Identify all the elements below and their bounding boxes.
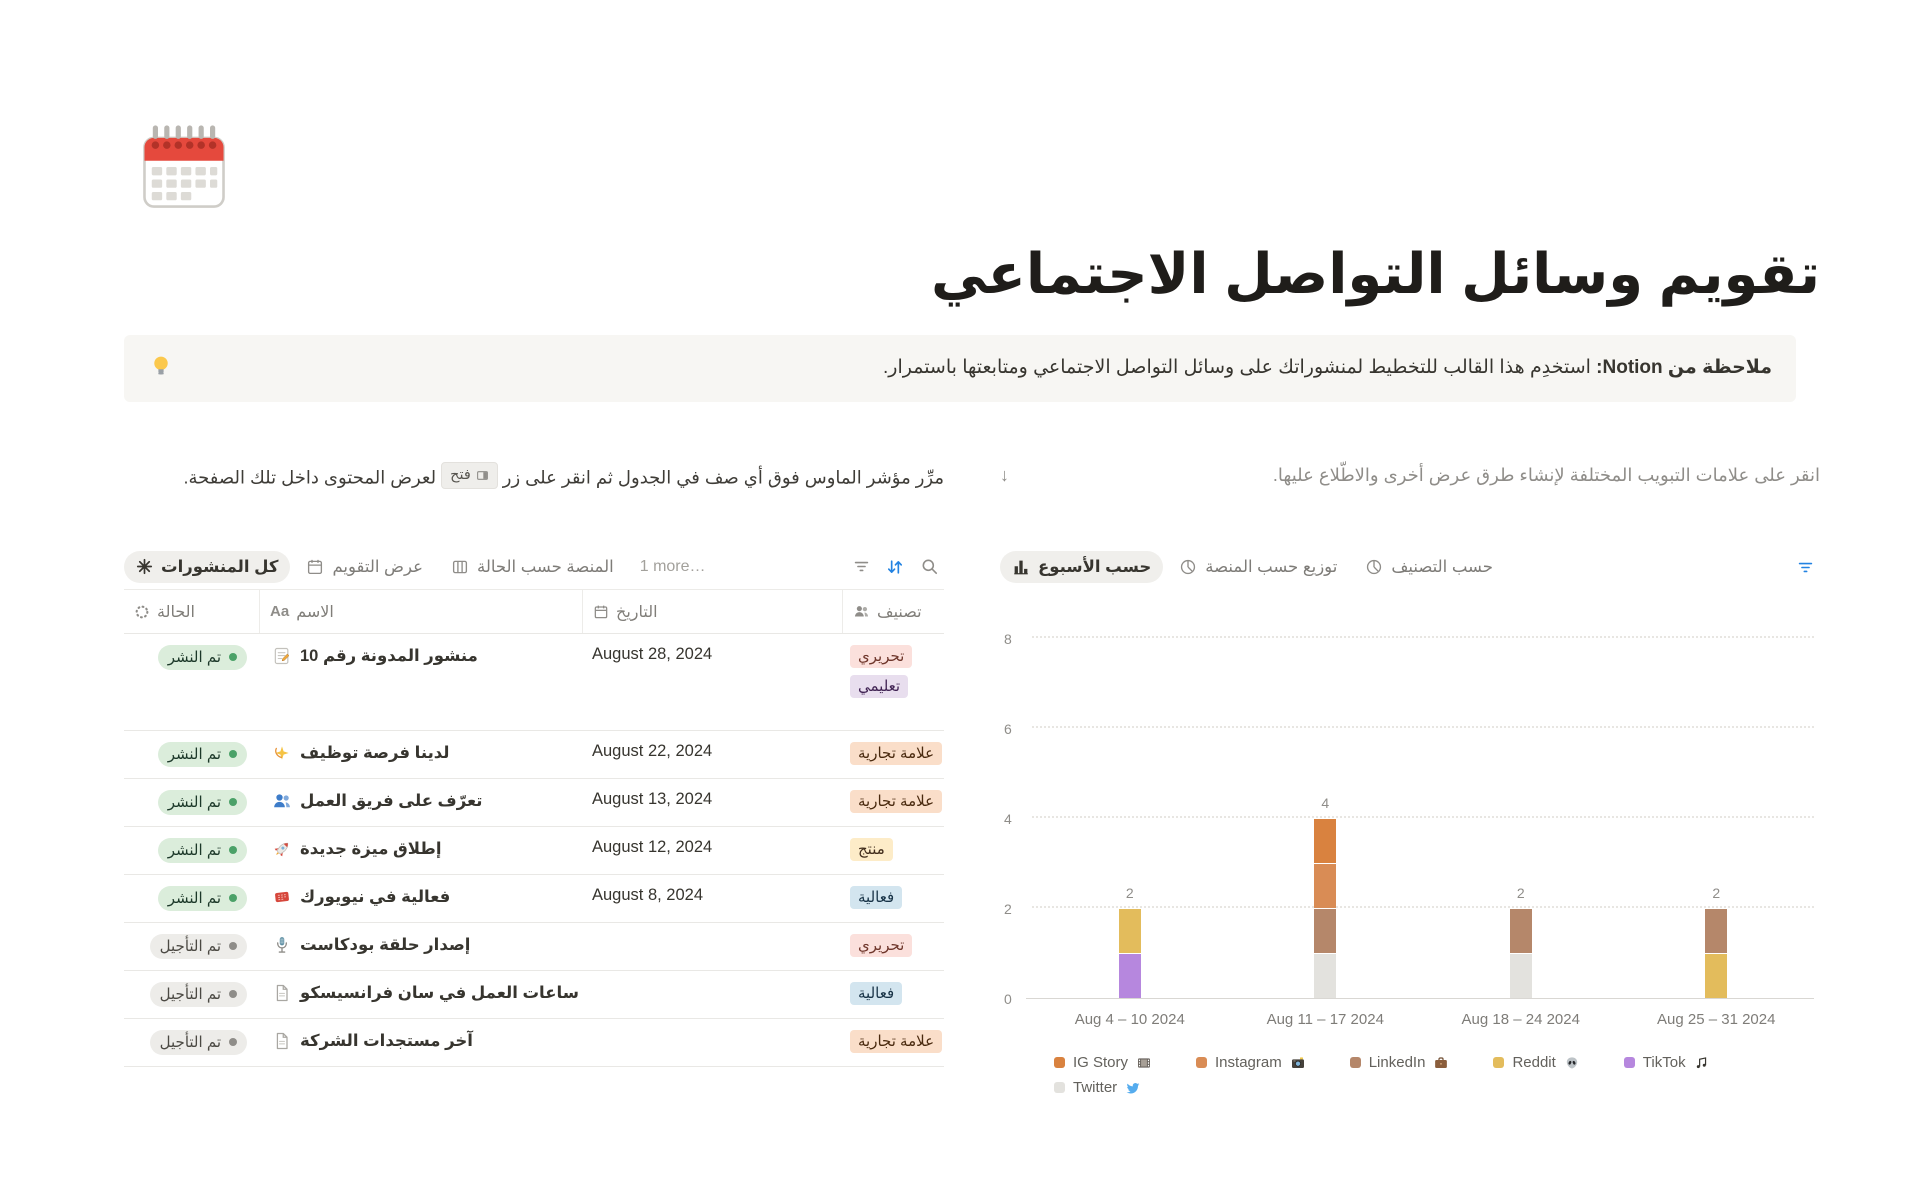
page-name: ساعات العمل في سان فرانسيسكو (300, 984, 579, 1002)
y-axis-tick: 0 (1004, 991, 1012, 1007)
lightbulb-icon (148, 353, 174, 384)
table-row[interactable] (124, 1019, 944, 1067)
calendar-icon (593, 604, 609, 620)
open-button-label: فتح (450, 467, 471, 483)
status-dot (229, 1038, 237, 1046)
open-button[interactable] (441, 462, 498, 489)
y-axis-tick: 6 (1004, 721, 1012, 737)
page-name: لدينا فرصة توظيف (300, 744, 450, 762)
asterisk-icon (136, 558, 153, 575)
status-badge[interactable]: تم التأجيل (150, 1030, 247, 1055)
bar-segment-IG Story (1314, 818, 1336, 863)
search-icon[interactable] (914, 552, 944, 582)
status-badge[interactable]: تم التأجيل (150, 934, 247, 959)
music-notes-icon (1694, 1055, 1709, 1070)
page-name-cell[interactable] (259, 971, 582, 1018)
table-hint (124, 462, 944, 528)
filter-icon[interactable] (846, 552, 876, 582)
chart-legend (1054, 1054, 1764, 1096)
status-dot (229, 653, 237, 661)
spiral-calendar-page-icon[interactable] (132, 115, 236, 219)
tag[interactable]: علامة تجارية (850, 742, 942, 765)
column-label: الاسم (296, 603, 334, 621)
notion-note-callout (124, 335, 1796, 402)
callout-bold: ملاحظة من Notion: (1596, 357, 1772, 379)
status-spinner-icon (134, 604, 150, 620)
aa-icon: Aa (270, 603, 290, 620)
status-dot (229, 894, 237, 902)
tags-cell[interactable] (842, 827, 944, 874)
page-name-cell[interactable] (259, 731, 582, 778)
callout-body: استخدِم هذا القالب للتخطيط لمنشوراتك على وسائل التواصل الاجتماعي ومتابعتها باستمرار. (883, 357, 1591, 379)
date-cell[interactable]: August 8, 2024 (592, 886, 704, 904)
bar-segment-LinkedIn (1510, 908, 1532, 953)
status-dot (229, 942, 237, 950)
legend-item-reddit[interactable] (1493, 1054, 1579, 1071)
tag[interactable]: تحريري (850, 645, 912, 668)
pie-chart-icon (1179, 558, 1197, 576)
tab-label: حسب التصنيف (1391, 558, 1493, 576)
status-badge[interactable]: تم النشر (158, 838, 247, 863)
gridline (1032, 726, 1814, 728)
chart-column (1000, 462, 1820, 1096)
table-row[interactable] (124, 923, 944, 971)
x-axis-label: Aug 18 – 24 2024 (1461, 1011, 1580, 1028)
tag[interactable]: تعليمي (850, 675, 908, 698)
filter-icon[interactable] (1790, 552, 1820, 582)
page-name-cell[interactable] (259, 634, 582, 730)
legend-item-ig-story[interactable] (1054, 1054, 1152, 1071)
stacked-bar (1314, 818, 1336, 998)
legend-label: Instagram (1215, 1054, 1282, 1071)
column-header-name[interactable] (259, 590, 582, 633)
pie-chart-icon (1365, 558, 1383, 576)
bar-chart-icon (1012, 558, 1030, 576)
gridline (1032, 816, 1814, 818)
bar-segment-Reddit (1705, 953, 1727, 998)
page-icon (272, 1031, 292, 1051)
stacked-bar (1119, 908, 1141, 998)
dizzy-icon (272, 743, 292, 763)
date-cell[interactable] (582, 1019, 842, 1066)
tags-cell[interactable] (842, 731, 944, 778)
table-row[interactable] (124, 827, 944, 875)
column-label: تصنيف (877, 603, 922, 621)
bar-value-label: 2 (1516, 885, 1525, 901)
legend-label: IG Story (1073, 1054, 1129, 1071)
callout-text (190, 354, 1772, 383)
bar-segment-Instagram (1314, 863, 1336, 908)
bar-segment-LinkedIn (1705, 908, 1727, 953)
microphone-icon (272, 935, 292, 955)
y-axis-tick: 8 (1004, 631, 1012, 647)
tab-distribution-by-platform[interactable] (1167, 551, 1349, 583)
tags-cell[interactable] (842, 779, 944, 826)
gridline (1032, 906, 1814, 908)
page-name: منشور المدونة رقم 10 (300, 647, 478, 665)
bar-value-label: 2 (1712, 885, 1721, 901)
tab-calendar-view[interactable] (294, 551, 435, 583)
page-title[interactable]: تقويم وسائل التواصل الاجتماعي (930, 242, 1820, 305)
y-axis-tick: 2 (1004, 901, 1012, 917)
tab-label: عرض التقويم (332, 557, 423, 576)
tags-cell[interactable] (842, 1019, 944, 1066)
status-dot (229, 798, 237, 806)
tab-all-posts[interactable] (124, 551, 290, 583)
tab-by-category[interactable] (1353, 551, 1505, 583)
tab-label: حسب الأسبوع (1038, 558, 1152, 576)
page-icon (272, 983, 292, 1003)
legend-label: Reddit (1512, 1054, 1556, 1071)
gridline (1032, 636, 1814, 638)
page-name-cell[interactable] (259, 1019, 582, 1066)
x-axis-label: Aug 11 – 17 2024 (1266, 1011, 1384, 1028)
busts-icon (272, 791, 292, 811)
page-name-cell[interactable] (259, 827, 582, 874)
legend-item-tiktok[interactable] (1624, 1054, 1709, 1071)
camera-flash-icon (1290, 1055, 1306, 1071)
column-label: التاريخ (616, 603, 658, 621)
legend-item-linkedin[interactable] (1350, 1054, 1450, 1071)
bar-segment-Twitter (1510, 953, 1532, 998)
table-header (124, 590, 944, 634)
bird-icon (1125, 1080, 1141, 1096)
bar-segment-LinkedIn (1314, 908, 1336, 953)
status-badge[interactable]: تم التأجيل (150, 982, 247, 1007)
status-dot (229, 750, 237, 758)
legend-swatch (1054, 1082, 1065, 1093)
legend-swatch (1493, 1057, 1504, 1068)
status-badge[interactable]: تم النشر (158, 742, 247, 767)
film-frames-icon (1136, 1055, 1152, 1071)
chart-view-tabs (1000, 544, 1820, 590)
tag[interactable]: علامة تجارية (850, 790, 942, 813)
date-cell[interactable]: August 12, 2024 (592, 838, 713, 856)
x-axis-label: Aug 25 – 31 2024 (1657, 1011, 1776, 1028)
page-name-cell[interactable] (259, 923, 582, 970)
chart-hint-text: انقر على علامات التبويب المختلفة لإنشاء طرق عرض أخرى والاطّلاع عليها. (1272, 465, 1820, 485)
chart-hint (1000, 462, 1820, 528)
date-cell[interactable]: August 13, 2024 (592, 790, 713, 808)
table-row[interactable] (124, 875, 944, 923)
bar-value-label: 2 (1125, 885, 1134, 901)
tags-cell[interactable] (842, 971, 944, 1018)
page-name: آخر مستجدات الشركة (300, 1032, 473, 1050)
tab-label: توزيع حسب المنصة (1205, 558, 1338, 576)
page-name: فعالية في نيويورك (300, 888, 451, 906)
legend-item-twitter[interactable] (1054, 1079, 1141, 1096)
board-view-icon (451, 558, 469, 576)
tickets-icon (272, 887, 292, 907)
calendar-view-icon (306, 558, 324, 576)
table-view-tabs (124, 544, 944, 590)
alien-icon (1564, 1055, 1580, 1071)
sort-icon[interactable] (880, 552, 910, 582)
hint-text-after: لعرض المحتوى داخل تلك الصفحة. (183, 467, 437, 488)
date-cell[interactable]: August 28, 2024 (592, 645, 713, 663)
status-badge[interactable]: تم النشر (158, 886, 247, 911)
table-column (124, 462, 944, 1096)
tag[interactable]: علامة تجارية (850, 1030, 942, 1053)
table-row[interactable] (124, 731, 944, 779)
tag[interactable]: منتج (850, 838, 893, 861)
chart-plot (1004, 631, 1814, 1028)
page-name: إصدار حلقة بودكاست (300, 936, 471, 954)
column-header-status[interactable] (124, 590, 259, 633)
legend-swatch (1624, 1057, 1635, 1068)
page-name-cell[interactable] (259, 875, 582, 922)
legend-swatch (1054, 1057, 1065, 1068)
briefcase-icon (1433, 1055, 1449, 1071)
more-views-button[interactable]: 1 more… (639, 557, 706, 575)
down-arrow: ↓ (1000, 465, 1009, 485)
table-row[interactable] (124, 779, 944, 827)
legend-label: TikTok (1642, 1054, 1686, 1071)
y-axis-tick: 4 (1004, 811, 1012, 827)
tag[interactable]: فعالية (850, 886, 902, 909)
status-dot (229, 846, 237, 854)
table-row[interactable] (124, 971, 944, 1019)
stacked-bar (1510, 908, 1532, 998)
page-name: تعرّف على فريق العمل (300, 792, 483, 810)
page-name: إطلاق ميزة جديدة (300, 840, 442, 858)
side-peek-icon (476, 469, 489, 482)
tab-label: كل المنشورات (161, 557, 279, 576)
bar-value-label: 4 (1321, 795, 1330, 811)
people-icon (853, 603, 870, 620)
tab-by-week[interactable] (1000, 551, 1163, 583)
legend-swatch (1196, 1057, 1207, 1068)
x-axis-label: Aug 4 – 10 2024 (1074, 1011, 1185, 1028)
legend-swatch (1350, 1057, 1361, 1068)
notion-page (124, 0, 1820, 1096)
legend-label: Twitter (1073, 1079, 1118, 1096)
legend-label: LinkedIn (1368, 1054, 1426, 1071)
tag[interactable]: تحريري (850, 934, 912, 957)
column-header-tags[interactable] (842, 590, 944, 633)
page-name-cell[interactable] (259, 779, 582, 826)
memo-icon (272, 646, 292, 666)
bar-segment-Reddit (1119, 908, 1141, 953)
date-cell[interactable] (582, 971, 842, 1018)
status-dot (229, 990, 237, 998)
bar-segment-TikTok (1119, 953, 1141, 998)
tags-cell[interactable] (842, 923, 944, 970)
column-label: الحالة (157, 603, 195, 621)
status-badge[interactable]: تم النشر (158, 645, 247, 670)
tab-platform-by-status[interactable] (439, 551, 626, 583)
tags-cell[interactable] (842, 634, 944, 730)
column-header-date[interactable] (582, 590, 842, 633)
rocket-icon (272, 839, 292, 859)
table-row[interactable] (124, 634, 944, 731)
tags-cell[interactable] (842, 875, 944, 922)
tab-label: المنصة حسب الحالة (476, 557, 614, 576)
date-cell[interactable]: August 22, 2024 (592, 742, 713, 760)
date-cell[interactable] (582, 923, 842, 970)
bar-segment-Twitter (1314, 953, 1336, 998)
legend-item-instagram[interactable] (1196, 1054, 1306, 1071)
stacked-bar (1705, 908, 1727, 998)
status-badge[interactable]: تم النشر (158, 790, 247, 815)
hint-text-before: مرِّر مؤشر الماوس فوق أي صف في الجدول ثم انقر على زر (502, 467, 944, 488)
tag[interactable]: فعالية (850, 982, 902, 1005)
